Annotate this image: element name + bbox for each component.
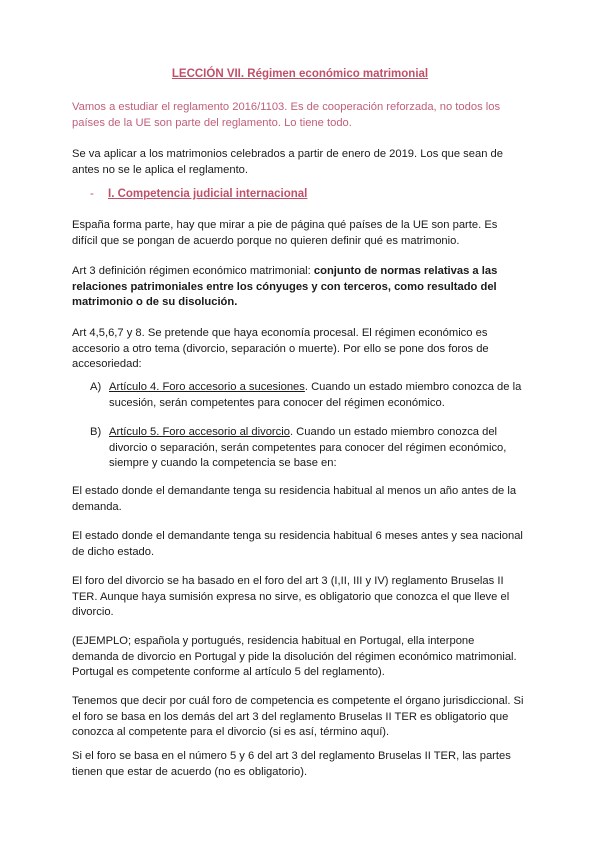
paragraph-residence-six-months: El estado donde el demandante tenga su residencia habitual 6 meses antes y sea nacional de dicho estado. bbox=[72, 530, 523, 558]
article-5-link: Artículo 5. Foro accesorio al divorcio bbox=[109, 426, 290, 438]
list-item-a-text: . Cuando un estado miembro conozca de la sucesión, serán competentes para conocer del régimen económico. bbox=[109, 381, 522, 409]
lesson-title: LECCIÓN VII. Régimen económico matrimonial bbox=[171, 68, 429, 80]
list-item-b-text: . Cuando un estado miembro conozca del divorcio o separación, serán competentes para conocer del régimen económico, siempre y cuando la competencia se base en: bbox=[109, 426, 507, 469]
list-marker-a: A) bbox=[90, 381, 102, 393]
list-item-b bbox=[90, 425, 524, 472]
intro-paragraph: Vamos a estudiar el reglamento 2016/1103. Es de cooperación reforzada, no todos los países de la UE son parte del reglamento. Lo tiene todo. bbox=[72, 101, 501, 129]
list-item-a bbox=[90, 380, 524, 411]
paragraph-application: Se va aplicar a los matrimonios celebrados a partir de enero de 2019. Los que sean de antes no se le aplica el reglamento. bbox=[72, 148, 503, 176]
art3-lead: Art 3 definición régimen económico matrimonial: bbox=[72, 265, 314, 277]
art3-definition-bold: conjunto de normas relativas a las relaciones patrimoniales entre los cónyuges y con terceros, como resultado del matrimonio o de su disolución. bbox=[72, 265, 498, 308]
section-heading bbox=[90, 188, 307, 200]
article-4-link: Artículo 4. Foro accesorio a sucesiones bbox=[109, 381, 305, 393]
paragraph-divorce-forum: El foro del divorcio se ha basado en el foro del art 3 (I,II, III y IV) reglamento Bruselas II TER. Aunque haya sumisión expresa no sirve, es obligatorio que conozca el que lleve el divorcio. bbox=[72, 575, 510, 618]
paragraph-art3-definition bbox=[72, 264, 524, 311]
paragraph-art4-8: Art 4,5,6,7 y 8. Se pretende que haya economía procesal. El régimen económico es accesorio a otro tema (divorcio, separación o muerte). Por ello se pone dos foros de accesoriedad: bbox=[72, 327, 489, 370]
paragraph-example: (EJEMPLO; española y portugués, residencia habitual en Portugal, ella interpone demanda de divorcio en Portugal y pide la disolución del régimen económico matrimonial. Portugal es competente conforme al artículo 5 del reglamento). bbox=[72, 635, 517, 678]
paragraph-agreement: Si el foro se basa en el número 5 y 6 del art 3 del reglamento Bruselas II TER, las partes tienen que estar de acuerdo (no es obligatorio). bbox=[72, 750, 511, 778]
list-marker-b: B) bbox=[90, 426, 102, 438]
paragraph-spain: España forma parte, hay que mirar a pie de página qué países de la UE son parte. Es difícil que se pongan de acuerdo porque no quieren definir qué es matrimonio. bbox=[72, 219, 498, 247]
section-heading-label: I. Competencia judicial internacional bbox=[108, 188, 308, 200]
paragraph-competent-forum: Tenemos que decir por cuál foro de competencia es competente el órgano jurisdiccional. Si el foro se basa en los demás del art 3 del reglamento Bruselas II TER es obligatorio que conozca al competente para el divorcio (si es así, término aquí). bbox=[72, 695, 524, 738]
paragraph-residence-year: El estado donde el demandante tenga su residencia habitual al menos un año antes de la demanda. bbox=[72, 485, 517, 513]
section-bullet: - bbox=[90, 188, 94, 200]
